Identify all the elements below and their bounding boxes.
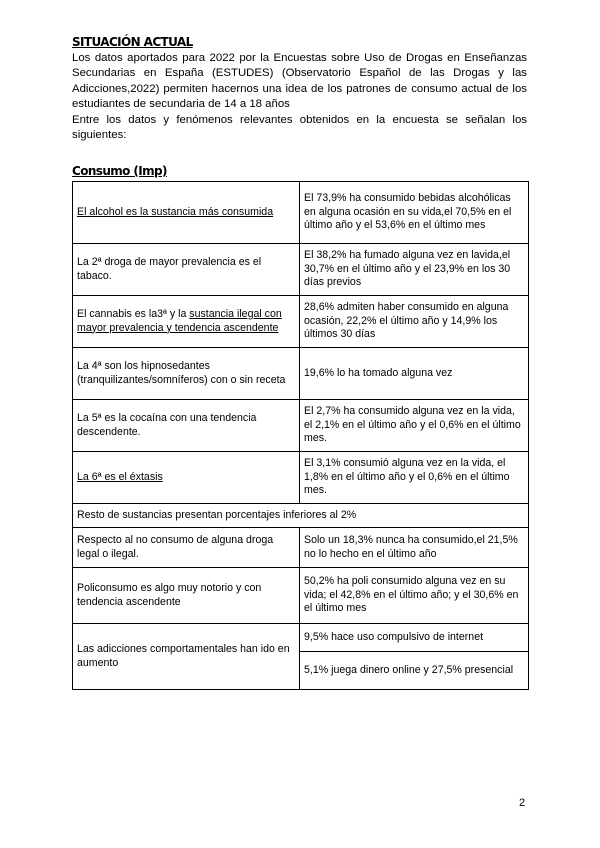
table-row bbox=[73, 452, 529, 504]
table-row bbox=[73, 400, 529, 452]
table-cell-right: 9,5% hace uso compulsivo de internet bbox=[300, 624, 529, 652]
table-cell-right: 28,6% admiten haber consumido en alguna ocasión, 22,2% el último año y 14,9% los últimos 30 días bbox=[300, 296, 529, 348]
table-cell-left: La 6ª es el éxtasis bbox=[73, 452, 300, 504]
table-cell-left: La 2ª droga de mayor prevalencia es el tabaco. bbox=[73, 244, 300, 296]
section-title: Consumo (Imp) bbox=[72, 164, 167, 178]
table-cell-right: 50,2% ha poli consumido alguna vez en su vida; el 42,8% en el último año; y el 30,6% en el último mes bbox=[300, 568, 529, 624]
document-title: SITUACIÓN ACTUAL bbox=[72, 35, 193, 49]
table-row bbox=[73, 244, 529, 296]
table-cell-left: El alcohol es la sustancia más consumida bbox=[73, 182, 300, 244]
table-cell-right: 5,1% juega dinero online y 27,5% presencial bbox=[300, 652, 529, 690]
table-row bbox=[73, 348, 529, 400]
table-cell-left: Respecto al no consumo de alguna droga legal o ilegal. bbox=[73, 528, 300, 568]
table-row bbox=[73, 182, 529, 244]
table-cell-left: El cannabis es la3ª y la sustancia ilegal con mayor prevalencia y tendencia ascendente bbox=[73, 296, 300, 348]
table-cell-left: La 4ª son los hipnosedantes (tranquilizantes/somníferos) con o sin receta bbox=[73, 348, 300, 400]
document-page bbox=[72, 34, 527, 676]
table-cell-left: Policonsumo es algo muy notorio y con tendencia ascendente bbox=[73, 568, 300, 624]
table-cell-full: Resto de sustancias presentan porcentajes inferiores al 2% bbox=[73, 504, 529, 528]
table-cell-right: El 3,1% consumió alguna vez en la vida, el 1,8% en el último año y el 0,6% en el último mes. bbox=[300, 452, 529, 504]
table-cell-left: La 5ª es la cocaína con una tendencia descendente. bbox=[73, 400, 300, 452]
table-row bbox=[73, 504, 529, 528]
table-row bbox=[73, 624, 529, 652]
table-cell-right: 19,6% lo ha tomado alguna vez bbox=[300, 348, 529, 400]
page-number: 2 bbox=[519, 797, 526, 809]
table-cell-left: Las adicciones comportamentales han ido en aumento bbox=[73, 624, 300, 690]
intro-paragraph-2: Entre los datos y fenómenos relevantes obtenidos en la encuesta se señalan los siguientes: bbox=[72, 113, 527, 142]
table-row bbox=[73, 296, 529, 348]
table-cell-right: El 2,7% ha consumido alguna vez en la vida, el 2,1% en el último año y el 0,6% en el último mes. bbox=[300, 400, 529, 452]
table-cell-right: El 38,2% ha fumado alguna vez en lavida,el 30,7% en el último año y el 23,9% en los 30 días previos bbox=[300, 244, 529, 296]
table-row bbox=[73, 568, 529, 624]
consumption-table bbox=[72, 181, 529, 690]
table-row bbox=[73, 528, 529, 568]
table-cell-right: El 73,9% ha consumido bebidas alcohólicas en alguna ocasión en su vida,el 70,5% en el último año y el 53,6% en el último mes bbox=[300, 182, 529, 244]
intro-paragraph: Los datos aportados para 2022 por la Encuestas sobre Uso de Drogas en Enseñanzas Secundarias en España (ESTUDES) (Observatorio Español de las Drogas y las Adicciones,2022) permiten hacernos una idea de los patrones de consumo actual de los estudiantes de secundaria de 14 a 18 años bbox=[72, 52, 527, 111]
table-cell-right: Solo un 18,3% nunca ha consumido,el 21,5% no lo hecho en el último año bbox=[300, 528, 529, 568]
